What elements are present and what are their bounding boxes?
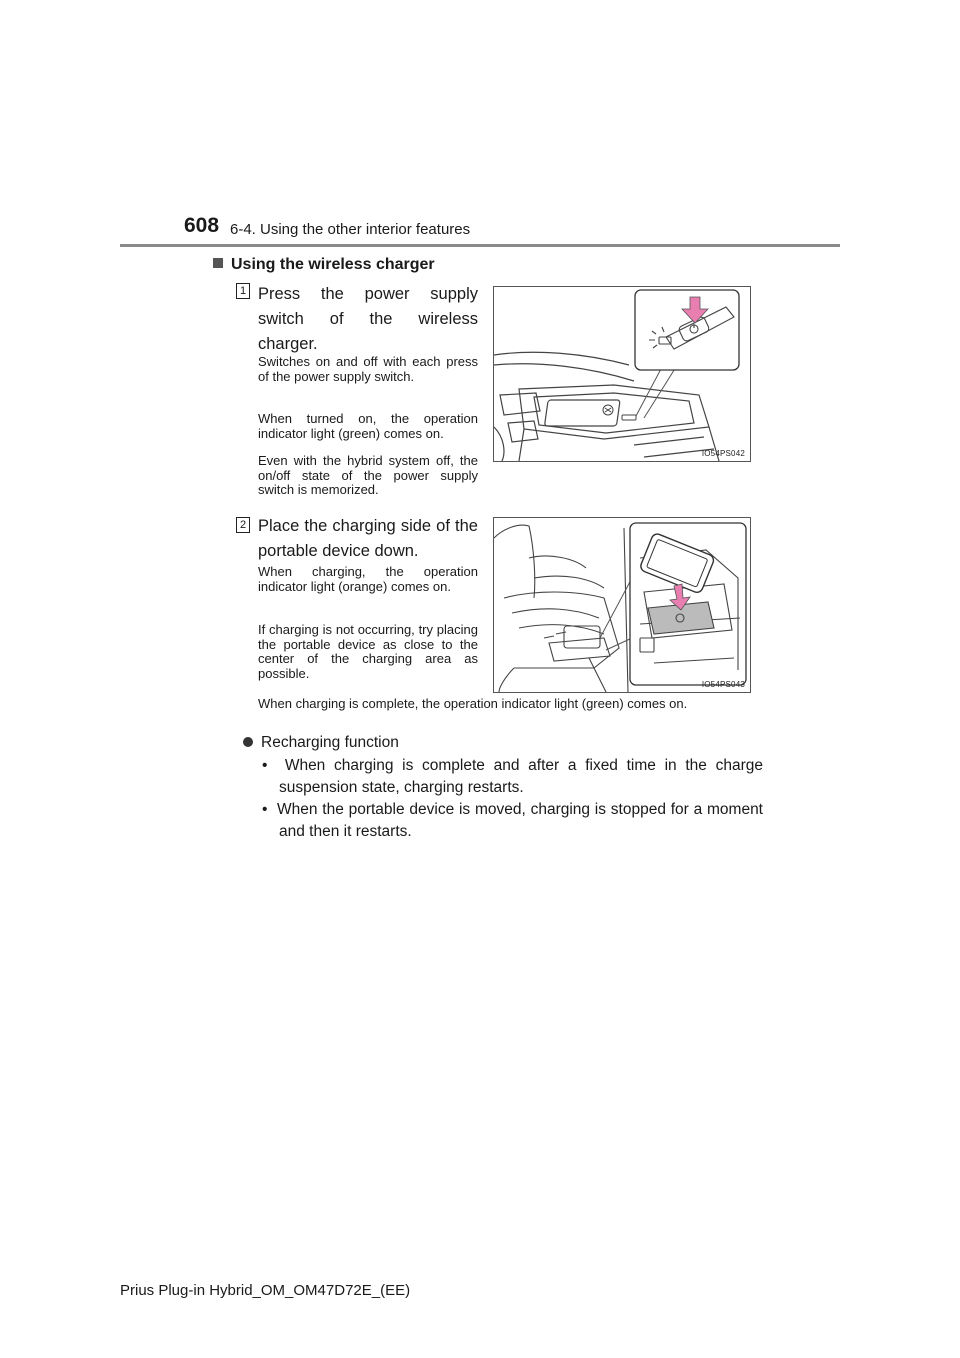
step-2-text: Place the charging side of the portable device down. <box>258 517 478 560</box>
square-bullet-icon <box>213 258 223 268</box>
step-1-note-2: When turned on, the operation indicator light (green) comes on. <box>258 411 478 441</box>
subsection-heading <box>213 256 435 274</box>
step-1-note-3: Even with the hybrid system off, the on/off state of the power supply switch is memorized. <box>258 453 478 497</box>
figure-code-2: IO54PS043 <box>701 680 745 689</box>
recharging-title-text: Recharging function <box>261 734 399 751</box>
step-1-note-1: Switches on and off with each press of the power supply switch. <box>258 354 478 384</box>
figure-power-switch <box>493 286 751 462</box>
console-switch-illustration <box>494 287 750 461</box>
heading-text: Using the wireless charger <box>231 256 435 273</box>
charging-complete-note: When charging is complete, the operation indicator light (green) comes on. <box>258 696 688 711</box>
device-placement-illustration <box>494 518 750 692</box>
footer-document-id: Prius Plug-in Hybrid_OM_OM47D72E_(EE) <box>120 1282 411 1299</box>
section-title: 6-4. Using the other interior features <box>230 221 471 238</box>
recharging-item-1: • When charging is complete and after a fixed time in the charge suspension state, charging restarts. <box>262 757 763 796</box>
step-badge-2: 2 <box>236 517 250 533</box>
figure-code-1: IO54PS042 <box>701 449 745 458</box>
bullet-dot-icon <box>243 737 253 747</box>
recharging-item-2: • When the portable device is moved, charging is stopped for a moment and then it restarts. <box>262 801 763 840</box>
step-2-note-2: If charging is not occurring, try placing the portable device as close to the center of the charging area as possible. <box>258 622 478 681</box>
page-number: 608 <box>184 214 220 237</box>
header-rule <box>120 244 840 247</box>
step-badge-1: 1 <box>236 283 250 299</box>
step-2-note-1: When charging, the operation indicator light (orange) comes on. <box>258 564 478 594</box>
recharging-title <box>243 734 399 752</box>
step-1-text: Press the power supply switch of the wireless charger. <box>258 285 478 353</box>
figure-charging-device <box>493 517 751 693</box>
